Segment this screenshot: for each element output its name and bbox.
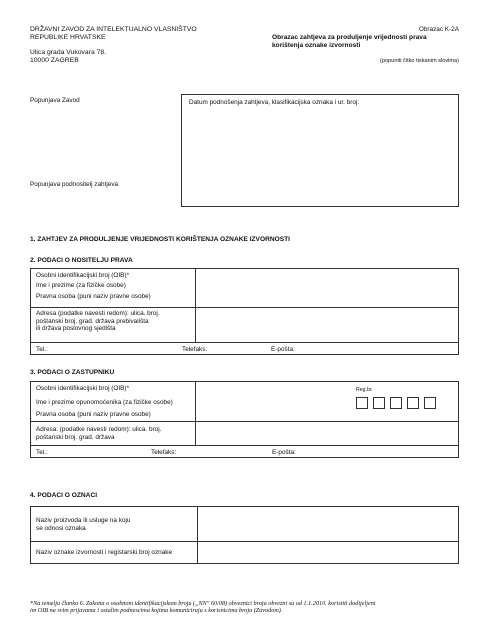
representative-email-label: E-pošta:	[272, 449, 296, 456]
representative-table	[30, 381, 459, 458]
holder-legal-label: Pravna osoba (puni naziv pravne osobe)	[36, 293, 151, 300]
address-line-2: 10000 ZAGREB	[30, 57, 79, 65]
designation-table	[30, 506, 459, 564]
representative-address-line-2: poštanski broj. grad. država	[36, 433, 115, 441]
representative-address-field[interactable]	[196, 422, 458, 444]
form-code: Obrazac K-2A	[418, 26, 459, 33]
reg-digit-box-3[interactable]	[390, 397, 402, 409]
representative-address-line-1: Adresa: (podatke navesti redom): ulica. broj.	[36, 426, 162, 433]
designation-field[interactable]	[198, 542, 458, 562]
section-4-title: 4. PODACI O OZNACI	[30, 492, 98, 499]
reg-digit-box-1[interactable]	[356, 397, 368, 409]
form-title	[272, 34, 427, 50]
designation-label: Naziv oznake izvornosti i registarski broj oznake	[36, 549, 173, 556]
product-label-line-1: Naziv proizvoda ili usluge na koju	[36, 517, 131, 524]
holder-email-label: E-pošta:	[271, 346, 295, 353]
form-title-line-2: korištenja oznake izvornosti	[272, 41, 361, 49]
form-title-line-1: Obrazac zahtjeva za produljenje vrijednosti prava	[272, 34, 427, 41]
holder-address-line-1: Adresa (podatke navesti redom): ulica. broj.	[36, 310, 160, 317]
section-3-title: 3. PODACI O ZASTUPNIKU	[30, 369, 115, 376]
holder-name-label: Ime i prezime (za fizičke osobe)	[36, 282, 126, 289]
reg-number-label: Reg.br.	[356, 387, 373, 393]
date-label: Datum podnošenja zahtjeva, klasifikacijska oznaka i ur. broj:	[189, 99, 360, 106]
representative-legal-label: Pravna osoba (puni naziv pravne osobe)	[36, 411, 151, 418]
holder-identity-field[interactable]	[196, 270, 458, 306]
representative-tel-label: Tel.:	[36, 449, 48, 456]
institution-line-2: REPUBLIKE HRVATSKE	[30, 34, 106, 42]
representative-address-label	[36, 426, 161, 441]
footnote-line-2: im OIB na svim prijavama i ostalim podnescima kojima komuniciraju s korisnicima broja (Zavodom).	[30, 607, 283, 615]
holder-address-line-3: ili država poslovnog sjedišta	[36, 325, 116, 333]
footnote-line-1: *Na temelju članka 6. Zakona o osobnom identifikacijskom broju („NN" 60/08) obveznici broja obvezni su od 1.1.2010. koristiti dodijeljeni	[30, 600, 376, 607]
filled-by-applicant-label: Popunjava podnositelj zahtjeva	[30, 181, 119, 188]
reg-digit-box-2[interactable]	[373, 397, 385, 409]
institution-line-1: DRŽAVNI ZAVOD ZA INTELEKTUALNO VLASNIŠTVO	[30, 26, 197, 33]
representative-fax-label: Telefaks:	[151, 449, 177, 456]
holder-tel-label: Tel.:	[36, 346, 48, 353]
fill-note: (popuniti čitko tiskanim slovima)	[380, 58, 459, 64]
holder-fax-label: Telefaks:	[182, 346, 208, 353]
filled-by-office-label: Popunjava Zavod	[30, 97, 80, 104]
holder-oib-label: Osobni identifikacijski broj (OIB)*	[36, 272, 130, 279]
reg-digit-box-4[interactable]	[407, 397, 419, 409]
footnote	[30, 600, 470, 615]
product-field[interactable]	[198, 508, 458, 540]
office-date-box[interactable]	[181, 94, 459, 207]
address-line-1: Ulica grada Vukovara 78.	[30, 49, 107, 56]
holder-address-line-2: poštanski broj. grad. država prebivališta	[36, 317, 149, 325]
holder-table	[30, 268, 459, 355]
holder-address-field[interactable]	[196, 308, 458, 341]
product-label-line-2: se odnosi oznaka	[36, 524, 86, 532]
holder-row-separator	[31, 342, 458, 343]
section-1-title: 1. ZAHTJEV ZA PRODULJENJE VRIJEDNOSTI KORIŠTENJA OZNAKE IZVORNOSTI	[30, 236, 290, 243]
product-label	[36, 517, 131, 532]
section-2-title: 2. PODACI O NOSITELJU PRAVA	[30, 257, 133, 264]
institution-address	[30, 49, 106, 65]
holder-address-label	[36, 310, 160, 333]
representative-row-separator	[31, 445, 458, 446]
reg-digit-box-5[interactable]	[424, 397, 436, 409]
representative-name-label: Ime i prezime opunomoćenika (za fizičke osobe)	[36, 399, 173, 406]
representative-oib-label: Osobni identifikacijski broj (OIB)*	[36, 385, 130, 392]
institution-name	[30, 26, 197, 42]
